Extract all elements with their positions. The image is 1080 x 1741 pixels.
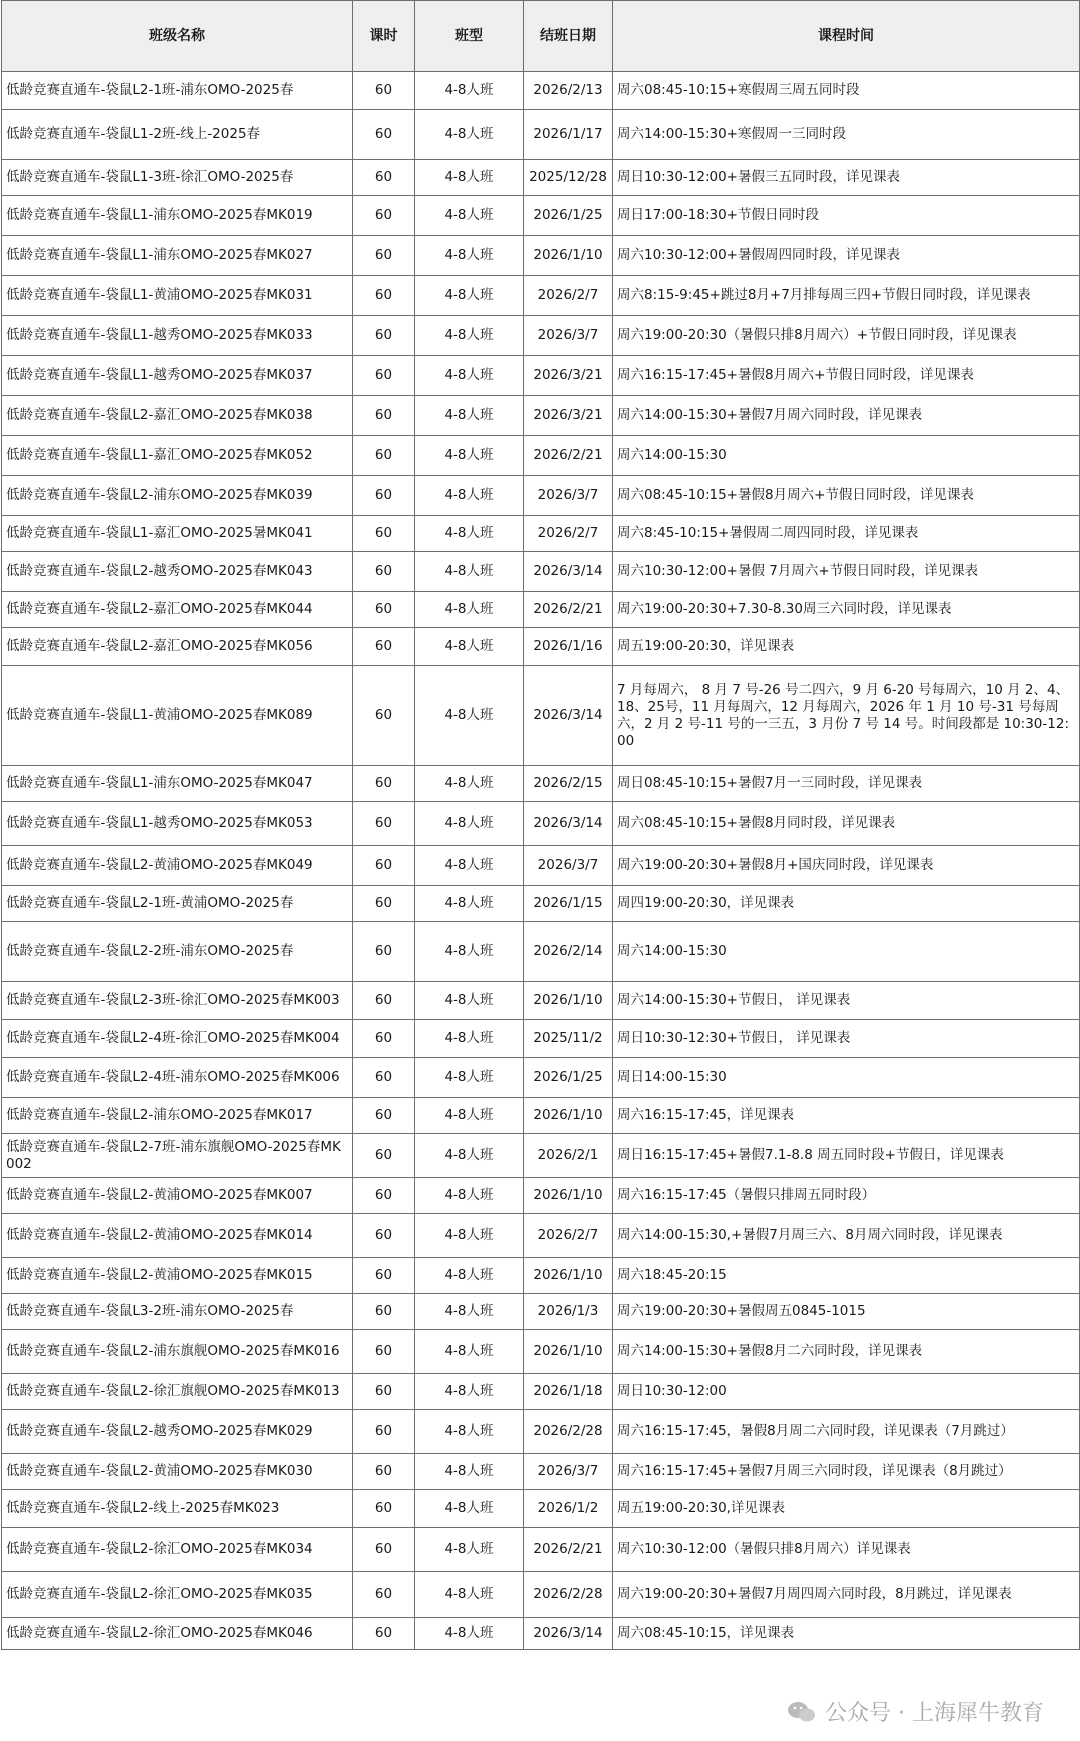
hours-cell: 60 (353, 476, 415, 516)
hours-cell: 60 (353, 110, 415, 160)
hours-cell: 60 (353, 666, 415, 766)
class-type-cell: 4-8人班 (415, 1178, 524, 1214)
class-type-cell: 4-8人班 (415, 886, 524, 922)
class-type-cell: 4-8人班 (415, 1058, 524, 1098)
hours-cell: 60 (353, 1258, 415, 1294)
end-date-cell: 2026/3/14 (524, 666, 613, 766)
class-name-cell: 低龄竞赛直通车-袋鼠L1-浦东OMO-2025春MK047 (2, 766, 353, 802)
hours-cell: 60 (353, 236, 415, 276)
schedule-cell: 周四19:00-20:30，详见课表 (613, 886, 1080, 922)
hours-cell: 60 (353, 982, 415, 1020)
class-type-cell: 4-8人班 (415, 666, 524, 766)
hours-cell: 60 (353, 1454, 415, 1490)
class-name-cell: 低龄竞赛直通车-袋鼠L2-浦东OMO-2025春MK017 (2, 1098, 353, 1134)
end-date-cell: 2026/2/15 (524, 766, 613, 802)
hours-cell: 60 (353, 436, 415, 476)
class-type-cell: 4-8人班 (415, 1258, 524, 1294)
class-name-cell: 低龄竞赛直通车-袋鼠L2-黄浦OMO-2025春MK007 (2, 1178, 353, 1214)
end-date-cell: 2026/1/25 (524, 196, 613, 236)
class-type-cell: 4-8人班 (415, 110, 524, 160)
table-row (2, 436, 1080, 476)
watermark-text: 公众号 · 上海犀牛教育 (825, 1701, 1044, 1726)
hours-cell: 60 (353, 1020, 415, 1058)
table-row (2, 1178, 1080, 1214)
header-row (2, 1, 1080, 72)
class-type-cell: 4-8人班 (415, 802, 524, 846)
class-type-cell: 4-8人班 (415, 160, 524, 196)
class-type-cell: 4-8人班 (415, 236, 524, 276)
table-row (2, 516, 1080, 552)
hours-cell: 60 (353, 1098, 415, 1134)
hours-cell: 60 (353, 1374, 415, 1410)
class-name-cell: 低龄竞赛直通车-袋鼠L1-黄浦OMO-2025春MK089 (2, 666, 353, 766)
class-name-cell: 低龄竞赛直通车-袋鼠L2-4班-徐汇OMO-2025春MK004 (2, 1020, 353, 1058)
end-date-cell: 2026/1/10 (524, 1258, 613, 1294)
class-type-cell: 4-8人班 (415, 276, 524, 316)
table-row (2, 886, 1080, 922)
end-date-cell: 2026/3/7 (524, 316, 613, 356)
class-name-cell: 低龄竞赛直通车-袋鼠L1-3班-徐汇OMO-2025春 (2, 160, 353, 196)
table-row (2, 1294, 1080, 1330)
class-name-cell: 低龄竞赛直通车-袋鼠L1-浦东OMO-2025春MK019 (2, 196, 353, 236)
schedule-cell: 周六14:00-15:30+寒假周一三同时段 (613, 110, 1080, 160)
class-name-cell: 低龄竞赛直通车-袋鼠L2-嘉汇OMO-2025春MK056 (2, 628, 353, 666)
table-row (2, 396, 1080, 436)
schedule-cell: 周六16:15-17:45，详见课表 (613, 1098, 1080, 1134)
table-row (2, 276, 1080, 316)
schedule-cell: 周六08:45-10:15+暑假8月周六+节假日同时段，详见课表 (613, 476, 1080, 516)
header-class-name: 班级名称 (2, 1, 353, 72)
class-type-cell: 4-8人班 (415, 552, 524, 592)
schedule-cell: 周六10:30-12:00+暑假 7月周六+节假日同时段，详见课表 (613, 552, 1080, 592)
end-date-cell: 2026/3/7 (524, 476, 613, 516)
schedule-cell: 周六14:00-15:30+节假日， 详见课表 (613, 982, 1080, 1020)
end-date-cell: 2026/1/10 (524, 236, 613, 276)
schedule-cell: 周六14:00-15:30 (613, 436, 1080, 476)
class-type-cell: 4-8人班 (415, 516, 524, 552)
table-row (2, 1098, 1080, 1134)
table-row (2, 766, 1080, 802)
class-name-cell: 低龄竞赛直通车-袋鼠L2-嘉汇OMO-2025春MK038 (2, 396, 353, 436)
hours-cell: 60 (353, 1058, 415, 1098)
end-date-cell: 2026/1/10 (524, 982, 613, 1020)
hours-cell: 60 (353, 922, 415, 982)
end-date-cell: 2026/3/21 (524, 396, 613, 436)
hours-cell: 60 (353, 592, 415, 628)
schedule-cell: 周六8:15-9:45+跳过8月+7月排每周三四+节假日同时段，详见课表 (613, 276, 1080, 316)
schedule-cell: 周六14:00-15:30+暑假8月二六同时段，详见课表 (613, 1330, 1080, 1374)
table-row (2, 802, 1080, 846)
schedule-cell: 周六10:30-12:00+暑假周四同时段，详见课表 (613, 236, 1080, 276)
table-row (2, 356, 1080, 396)
hours-cell: 60 (353, 1618, 415, 1650)
table-row (2, 1454, 1080, 1490)
table-row (2, 1330, 1080, 1374)
end-date-cell: 2026/2/7 (524, 276, 613, 316)
table-row (2, 1618, 1080, 1650)
table-row (2, 1572, 1080, 1618)
hours-cell: 60 (353, 160, 415, 196)
schedule-cell: 周日10:30-12:00+暑假三五同时段，详见课表 (613, 160, 1080, 196)
wechat-icon (787, 1700, 817, 1724)
hours-cell: 60 (353, 1214, 415, 1258)
class-type-cell: 4-8人班 (415, 922, 524, 982)
class-type-cell: 4-8人班 (415, 356, 524, 396)
class-type-cell: 4-8人班 (415, 846, 524, 886)
class-name-cell: 低龄竞赛直通车-袋鼠L2-1班-浦东OMO-2025春 (2, 72, 353, 110)
end-date-cell: 2026/1/2 (524, 1490, 613, 1528)
schedule-cell: 周日16:15-17:45+暑假7.1-8.8 周五同时段+节假日，详见课表 (613, 1134, 1080, 1178)
end-date-cell: 2026/2/7 (524, 1214, 613, 1258)
class-name-cell: 低龄竞赛直通车-袋鼠L2-黄浦OMO-2025春MK015 (2, 1258, 353, 1294)
class-type-cell: 4-8人班 (415, 196, 524, 236)
class-type-cell: 4-8人班 (415, 592, 524, 628)
end-date-cell: 2026/2/21 (524, 1528, 613, 1572)
table-row (2, 846, 1080, 886)
class-type-cell: 4-8人班 (415, 1454, 524, 1490)
hours-cell: 60 (353, 396, 415, 436)
class-type-cell: 4-8人班 (415, 1098, 524, 1134)
class-name-cell: 低龄竞赛直通车-袋鼠L2-徐汇OMO-2025春MK046 (2, 1618, 353, 1650)
end-date-cell: 2025/11/2 (524, 1020, 613, 1058)
class-name-cell: 低龄竞赛直通车-袋鼠L2-浦东旗舰OMO-2025春MK016 (2, 1330, 353, 1374)
class-type-cell: 4-8人班 (415, 1572, 524, 1618)
class-type-cell: 4-8人班 (415, 1618, 524, 1650)
end-date-cell: 2026/2/21 (524, 592, 613, 628)
hours-cell: 60 (353, 1134, 415, 1178)
table-row (2, 1020, 1080, 1058)
end-date-cell: 2026/1/18 (524, 1374, 613, 1410)
schedule-cell: 周六19:00-20:30+暑假周五0845-1015 (613, 1294, 1080, 1330)
table-row (2, 922, 1080, 982)
class-type-cell: 4-8人班 (415, 982, 524, 1020)
class-type-cell: 4-8人班 (415, 1410, 524, 1454)
schedule-cell: 周六19:00-20:30+暑假7月周四周六同时段，8月跳过，详见课表 (613, 1572, 1080, 1618)
class-name-cell: 低龄竞赛直通车-袋鼠L1-越秀OMO-2025春MK037 (2, 356, 353, 396)
schedule-cell: 7 月每周六， 8 月 7 号-26 号二四六，9 月 6-20 号每周六，10 月 2、4、18、25号，11 月每周六，12 月每周六，2026 年 1 月 10 号-31 号每周六，2 月 2 号-11 号的一三五，3 月份 7 号 14 号。时间段都是 10:30-12:00 (613, 666, 1080, 766)
class-name-cell: 低龄竞赛直通车-袋鼠L2-1班-黄浦OMO-2025春 (2, 886, 353, 922)
hours-cell: 60 (353, 316, 415, 356)
header-hours: 课时 (353, 1, 415, 72)
schedule-cell: 周六16:15-17:45+暑假7月周三六同时段，详见课表（8月跳过） (613, 1454, 1080, 1490)
class-type-cell: 4-8人班 (415, 316, 524, 356)
class-name-cell: 低龄竞赛直通车-袋鼠L2-3班-徐汇OMO-2025春MK003 (2, 982, 353, 1020)
schedule-cell: 周六16:15-17:45（暑假只排周五同时段） (613, 1178, 1080, 1214)
hours-cell: 60 (353, 356, 415, 396)
class-name-cell: 低龄竞赛直通车-袋鼠L3-2班-浦东OMO-2025春 (2, 1294, 353, 1330)
end-date-cell: 2026/3/7 (524, 1454, 613, 1490)
schedule-cell: 周五19:00-20:30，详见课表 (613, 628, 1080, 666)
schedule-cell: 周六08:45-10:15+寒假周三周五同时段 (613, 72, 1080, 110)
hours-cell: 60 (353, 552, 415, 592)
hours-cell: 60 (353, 516, 415, 552)
schedule-table (1, 0, 1080, 1650)
table-row (2, 1058, 1080, 1098)
class-type-cell: 4-8人班 (415, 628, 524, 666)
table-row (2, 1258, 1080, 1294)
hours-cell: 60 (353, 276, 415, 316)
table-row (2, 1490, 1080, 1528)
table-row (2, 1214, 1080, 1258)
class-type-cell: 4-8人班 (415, 1134, 524, 1178)
schedule-cell: 周六8:45-10:15+暑假周二周四同时段，详见课表 (613, 516, 1080, 552)
schedule-cell: 周六19:00-20:30（暑假只排8月周六）+节假日同时段，详见课表 (613, 316, 1080, 356)
class-name-cell: 低龄竞赛直通车-袋鼠L1-嘉汇OMO-2025暑MK041 (2, 516, 353, 552)
end-date-cell: 2026/3/14 (524, 1618, 613, 1650)
schedule-cell: 周六19:00-20:30+7.30-8.30周三六同时段，详见课表 (613, 592, 1080, 628)
end-date-cell: 2025/12/28 (524, 160, 613, 196)
schedule-cell: 周六10:30-12:00（暑假只排8月周六）详见课表 (613, 1528, 1080, 1572)
end-date-cell: 2026/2/1 (524, 1134, 613, 1178)
table-row (2, 1134, 1080, 1178)
class-name-cell: 低龄竞赛直通车-袋鼠L2-4班-浦东OMO-2025春MK006 (2, 1058, 353, 1098)
schedule-cell: 周六08:45-10:15+暑假8月同时段，详见课表 (613, 802, 1080, 846)
class-type-cell: 4-8人班 (415, 1294, 524, 1330)
class-name-cell: 低龄竞赛直通车-袋鼠L2-徐汇OMO-2025春MK035 (2, 1572, 353, 1618)
class-type-cell: 4-8人班 (415, 1490, 524, 1528)
schedule-cell: 周六18:45-20:15 (613, 1258, 1080, 1294)
end-date-cell: 2026/2/21 (524, 436, 613, 476)
class-type-cell: 4-8人班 (415, 766, 524, 802)
table-row (2, 1528, 1080, 1572)
hours-cell: 60 (353, 1294, 415, 1330)
end-date-cell: 2026/2/28 (524, 1410, 613, 1454)
class-name-cell: 低龄竞赛直通车-袋鼠L2-黄浦OMO-2025春MK030 (2, 1454, 353, 1490)
class-name-cell: 低龄竞赛直通车-袋鼠L2-浦东OMO-2025春MK039 (2, 476, 353, 516)
header-end-date: 结班日期 (524, 1, 613, 72)
class-type-cell: 4-8人班 (415, 476, 524, 516)
class-type-cell: 4-8人班 (415, 1330, 524, 1374)
class-name-cell: 低龄竞赛直通车-袋鼠L1-越秀OMO-2025春MK033 (2, 316, 353, 356)
table-row (2, 72, 1080, 110)
end-date-cell: 2026/1/10 (524, 1098, 613, 1134)
table-row (2, 1374, 1080, 1410)
schedule-cell: 周日14:00-15:30 (613, 1058, 1080, 1098)
table-row (2, 316, 1080, 356)
schedule-cell: 周六14:00-15:30+暑假7月周六同时段，详见课表 (613, 396, 1080, 436)
schedule-cell: 周日17:00-18:30+节假日同时段 (613, 196, 1080, 236)
hours-cell: 60 (353, 1528, 415, 1572)
end-date-cell: 2026/1/10 (524, 1330, 613, 1374)
end-date-cell: 2026/1/17 (524, 110, 613, 160)
class-name-cell: 低龄竞赛直通车-袋鼠L1-越秀OMO-2025春MK053 (2, 802, 353, 846)
class-name-cell: 低龄竞赛直通车-袋鼠L2-徐汇旗舰OMO-2025春MK013 (2, 1374, 353, 1410)
header-class-type: 班型 (415, 1, 524, 72)
table-row (2, 110, 1080, 160)
hours-cell: 60 (353, 886, 415, 922)
class-name-cell: 低龄竞赛直通车-袋鼠L1-黄浦OMO-2025春MK031 (2, 276, 353, 316)
class-type-cell: 4-8人班 (415, 1020, 524, 1058)
schedule-cell: 周六08:45-10:15，详见课表 (613, 1618, 1080, 1650)
class-type-cell: 4-8人班 (415, 1528, 524, 1572)
schedule-cell: 周日10:30-12:00 (613, 1374, 1080, 1410)
header-schedule: 课程时间 (613, 1, 1080, 72)
class-name-cell: 低龄竞赛直通车-袋鼠L2-越秀OMO-2025春MK029 (2, 1410, 353, 1454)
schedule-cell: 周六16:15-17:45+暑假8月周六+节假日同时段，详见课表 (613, 356, 1080, 396)
class-name-cell: 低龄竞赛直通车-袋鼠L1-嘉汇OMO-2025春MK052 (2, 436, 353, 476)
hours-cell: 60 (353, 72, 415, 110)
class-name-cell: 低龄竞赛直通车-袋鼠L2-黄浦OMO-2025春MK049 (2, 846, 353, 886)
class-name-cell: 低龄竞赛直通车-袋鼠L2-徐汇OMO-2025春MK034 (2, 1528, 353, 1572)
hours-cell: 60 (353, 1178, 415, 1214)
end-date-cell: 2026/1/10 (524, 1178, 613, 1214)
class-type-cell: 4-8人班 (415, 396, 524, 436)
end-date-cell: 2026/1/3 (524, 1294, 613, 1330)
table-row (2, 552, 1080, 592)
table-row (2, 592, 1080, 628)
schedule-cell: 周五19:00-20:30,详见课表 (613, 1490, 1080, 1528)
watermark (787, 1696, 1044, 1727)
end-date-cell: 2026/1/16 (524, 628, 613, 666)
table-row (2, 666, 1080, 766)
hours-cell: 60 (353, 1410, 415, 1454)
end-date-cell: 2026/2/28 (524, 1572, 613, 1618)
hours-cell: 60 (353, 802, 415, 846)
class-name-cell: 低龄竞赛直通车-袋鼠L2-黄浦OMO-2025春MK014 (2, 1214, 353, 1258)
hours-cell: 60 (353, 1572, 415, 1618)
end-date-cell: 2026/3/21 (524, 356, 613, 396)
schedule-cell: 周六14:00-15:30,+暑假7月周三六、8月周六同时段，详见课表 (613, 1214, 1080, 1258)
class-name-cell: 低龄竞赛直通车-袋鼠L1-2班-线上-2025春 (2, 110, 353, 160)
end-date-cell: 2026/2/13 (524, 72, 613, 110)
class-name-cell: 低龄竞赛直通车-袋鼠L1-浦东OMO-2025春MK027 (2, 236, 353, 276)
class-name-cell: 低龄竞赛直通车-袋鼠L2-7班-浦东旗舰OMO-2025春MK002 (2, 1134, 353, 1178)
class-name-cell: 低龄竞赛直通车-袋鼠L2-线上-2025春MK023 (2, 1490, 353, 1528)
table-row (2, 476, 1080, 516)
hours-cell: 60 (353, 1330, 415, 1374)
class-type-cell: 4-8人班 (415, 72, 524, 110)
class-type-cell: 4-8人班 (415, 1374, 524, 1410)
schedule-cell: 周六16:15-17:45，暑假8月周二六同时段，详见课表（7月跳过） (613, 1410, 1080, 1454)
class-name-cell: 低龄竞赛直通车-袋鼠L2-嘉汇OMO-2025春MK044 (2, 592, 353, 628)
table-row (2, 236, 1080, 276)
hours-cell: 60 (353, 766, 415, 802)
hours-cell: 60 (353, 846, 415, 886)
table-row (2, 628, 1080, 666)
hours-cell: 60 (353, 1490, 415, 1528)
class-type-cell: 4-8人班 (415, 1214, 524, 1258)
schedule-cell: 周日08:45-10:15+暑假7月一三同时段，详见课表 (613, 766, 1080, 802)
end-date-cell: 2026/2/14 (524, 922, 613, 982)
table-row (2, 196, 1080, 236)
table-row (2, 160, 1080, 196)
table-body (2, 72, 1080, 1650)
hours-cell: 60 (353, 196, 415, 236)
class-name-cell: 低龄竞赛直通车-袋鼠L2-2班-浦东OMO-2025春 (2, 922, 353, 982)
end-date-cell: 2026/3/14 (524, 552, 613, 592)
schedule-cell: 周六19:00-20:30+暑假8月+国庆同时段，详见课表 (613, 846, 1080, 886)
class-name-cell: 低龄竞赛直通车-袋鼠L2-越秀OMO-2025春MK043 (2, 552, 353, 592)
schedule-cell: 周日10:30-12:30+节假日， 详见课表 (613, 1020, 1080, 1058)
end-date-cell: 2026/1/15 (524, 886, 613, 922)
end-date-cell: 2026/2/7 (524, 516, 613, 552)
end-date-cell: 2026/1/25 (524, 1058, 613, 1098)
end-date-cell: 2026/3/7 (524, 846, 613, 886)
table-row (2, 1410, 1080, 1454)
hours-cell: 60 (353, 628, 415, 666)
end-date-cell: 2026/3/14 (524, 802, 613, 846)
class-type-cell: 4-8人班 (415, 436, 524, 476)
table-row (2, 982, 1080, 1020)
schedule-cell: 周六14:00-15:30 (613, 922, 1080, 982)
